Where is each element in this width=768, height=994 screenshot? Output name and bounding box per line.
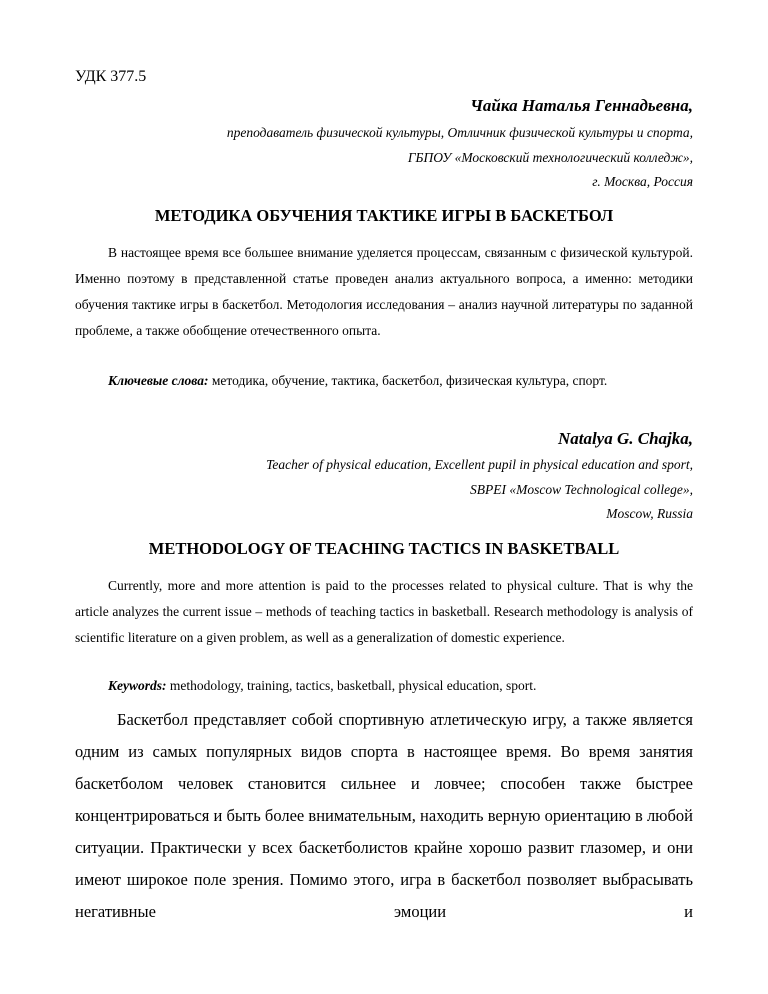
ru-author-name: Чайка Наталья Геннадьевна,: [470, 96, 693, 115]
udk-code: УДК 377.5: [75, 68, 147, 85]
ru-affiliation-position: преподаватель физической культуры, Отличник физической культуры и спорта,: [226, 125, 693, 140]
ru-affiliation-city: г. Москва, Россия: [592, 174, 693, 189]
ru-keywords-label: Ключевые слова:: [108, 373, 209, 388]
en-affiliation-position: Teacher of physical education, Excellent pupil in physical education and sport,: [266, 457, 693, 472]
ru-abstract: [75, 240, 693, 344]
en-keywords-text: methodology, training, tactics, basketball, physical education, sport.: [166, 678, 537, 693]
en-keywords-label: Keywords:: [108, 678, 167, 693]
body-paragraph: [75, 704, 693, 928]
ru-keywords: [75, 368, 693, 394]
en-keywords: [75, 673, 693, 699]
en-article-title: METHODOLOGY OF TEACHING TACTICS IN BASKETBALL: [148, 539, 620, 558]
en-affiliation-city: Moscow, Russia: [606, 506, 693, 521]
en-abstract-text: Currently, more and more attention is paid to the processes related to physical culture. That is why the article analyzes the current issue – methods of teaching tactics in basketball. Research methodology is analysis of scientific literature on a given problem, as well as a generalization of domestic experience.: [75, 578, 693, 645]
ru-article-title: МЕТОДИКА ОБУЧЕНИЯ ТАКТИКЕ ИГРЫ В БАСКЕТБОЛ: [154, 206, 614, 225]
ru-abstract-text: В настоящее время все большее внимание уделяется процессам, связанным с физической культурой. Именно поэтому в представленной статье проведен анализ актуального вопроса, а именно: методики обучения тактике игры в баскетбол. Методология исследования – анализ научной литературы по заданной проблеме, а также обобщение отечественного опыта.: [75, 245, 693, 338]
en-author-name: Natalya G. Chajka,: [557, 429, 693, 448]
ru-affiliation-college: ГБПОУ «Московский технологический колледж»,: [407, 150, 693, 165]
body-paragraph-text: Баскетбол представляет собой спортивную атлетическую игру, а также является одним из самых популярных видов спорта в настоящее время. Во время занятия баскетболом человек становится сильнее и ловчее; способен также быстрее концентрироваться и быть более внимательным, находить верную ориентацию в любой ситуации. Практически у всех баскетболистов крайне хорошо развит глазомер, и они имеют широкое поле зрения. Помимо этого, игра в баскетбол позволяет выбрасывать негативные эмоции и: [75, 710, 693, 921]
en-abstract: [75, 573, 693, 651]
en-affiliation-college: SBPEI «Moscow Technological college»,: [470, 482, 693, 497]
ru-keywords-text: методика, обучение, тактика, баскетбол, физическая культура, спорт.: [208, 373, 608, 388]
